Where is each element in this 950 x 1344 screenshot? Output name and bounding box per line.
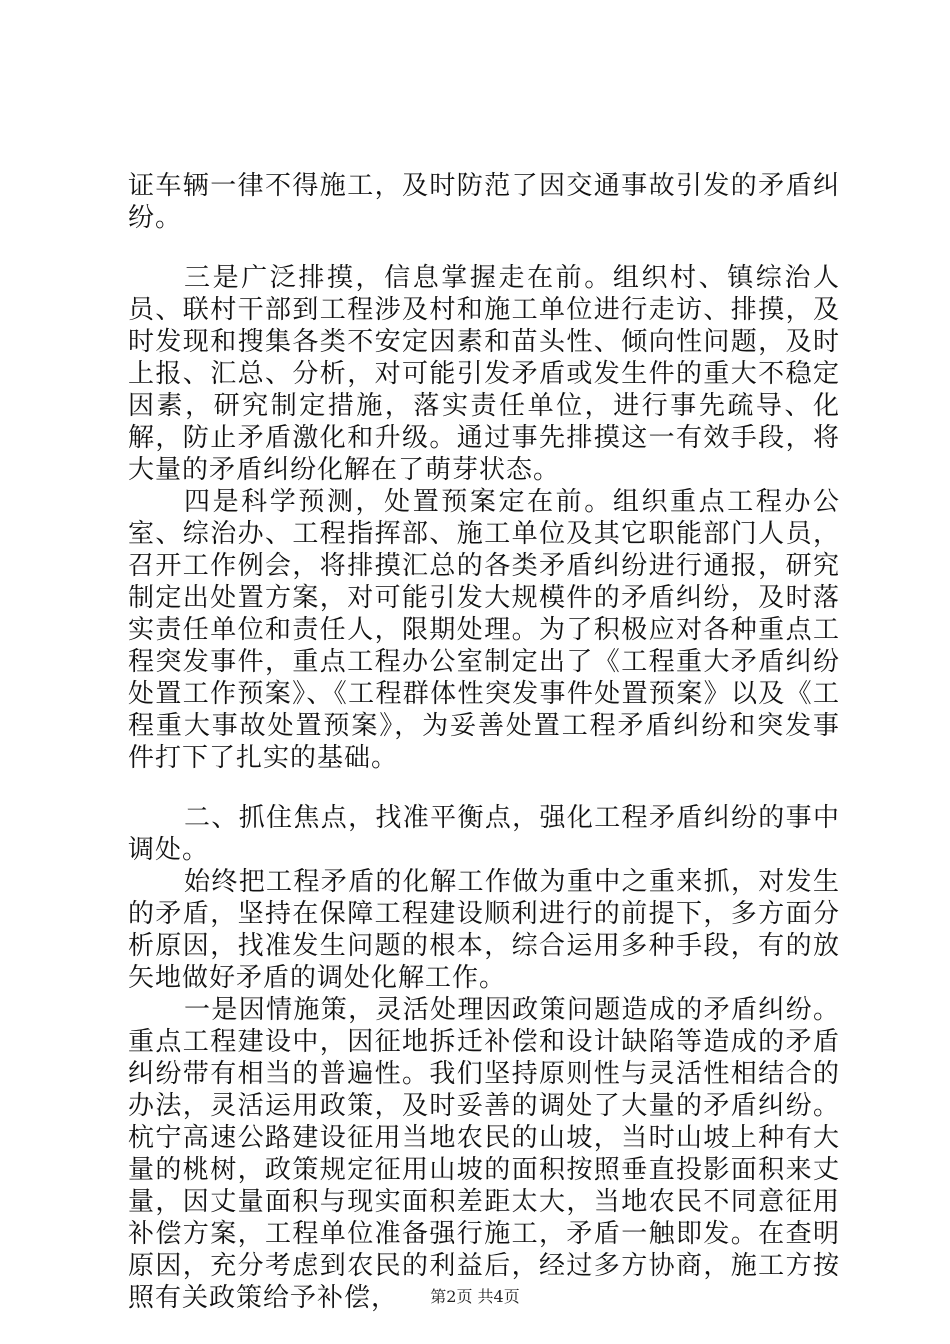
paragraph-point-three: 三是广泛排摸，信息掌握走在前。组织村、镇综治人员、联村干部到工程涉及村和施工单位进行走访、排摸，及时发现和搜集各类不安定因素和苗头性、倾向性问题，及时上报、汇总、分析，对可能引发矛盾或发生件的重大不稳定因素，研究制定措施，落实责任单位，进行事先疏导、化解，防止矛盾激化和升级。通过事先排摸这一有效手段，将大量的矛盾纠纷化解在了萌芽状态。 <box>128 263 840 485</box>
page-number-footer: 第2页 共4页 <box>430 1287 520 1306</box>
section-heading-two: 二、抓住焦点，找准平衡点，强化工程矛盾纠纷的事中调处。 <box>128 803 840 865</box>
paragraph-point-one: 一是因情施策，灵活处理因政策问题造成的矛盾纠纷。重点工程建设中，因征地拆迁补偿和设计缺陷等造成的矛盾纠纷带有相当的普遍性。我们坚持原则性与灵活性相结合的办法，灵活运用政策，及时妥善的调处了大量的矛盾纠纷。杭宁高速公路建设征用当地农民的山坡，当时山坡上种有大量的桃树，政策规定征用山坡的面积按照垂直投影面积来丈量，因丈量面积与现实面积差距太大，当地农民不同意征用补偿方案，工程单位准备强行施工，矛盾一触即发。在查明原因，充分考虑到农民的利益后，经过多方协商，施工方按照有关政策给予补偿， <box>128 995 840 1313</box>
paragraph-continuation: 证车辆一律不得施工，及时防范了因交通事故引发的矛盾纠纷。 <box>128 171 840 233</box>
paragraph-point-four: 四是科学预测，处置预案定在前。组织重点工程办公室、综治办、工程指挥部、施工单位及其它职能部门人员，召开工作例会，将排摸汇总的各类矛盾纠纷进行通报，研究制定出处置方案，对可能引发大规模件的矛盾纠纷，及时落实责任单位和责任人，限期处理。为了积极应对各种重点工程突发事件，重点工程办公室制定出了《工程重大矛盾纠纷处置工作预案》、《工程群体性突发事件处置预案》以及《工程重大事故处置预案》，为妥善处置工程矛盾纠纷和突发事件打下了扎实的基础。 <box>128 487 840 773</box>
paragraph-section-intro: 始终把工程矛盾的化解工作做为重中之重来抓，对发生的矛盾，坚持在保障工程建设顺利进行的前提下，多方面分析原因，找准发生问题的根本，综合运用多种手段，有的放矢地做好矛盾的调处化解工作。 <box>128 867 840 993</box>
document-body <box>128 170 840 1314</box>
